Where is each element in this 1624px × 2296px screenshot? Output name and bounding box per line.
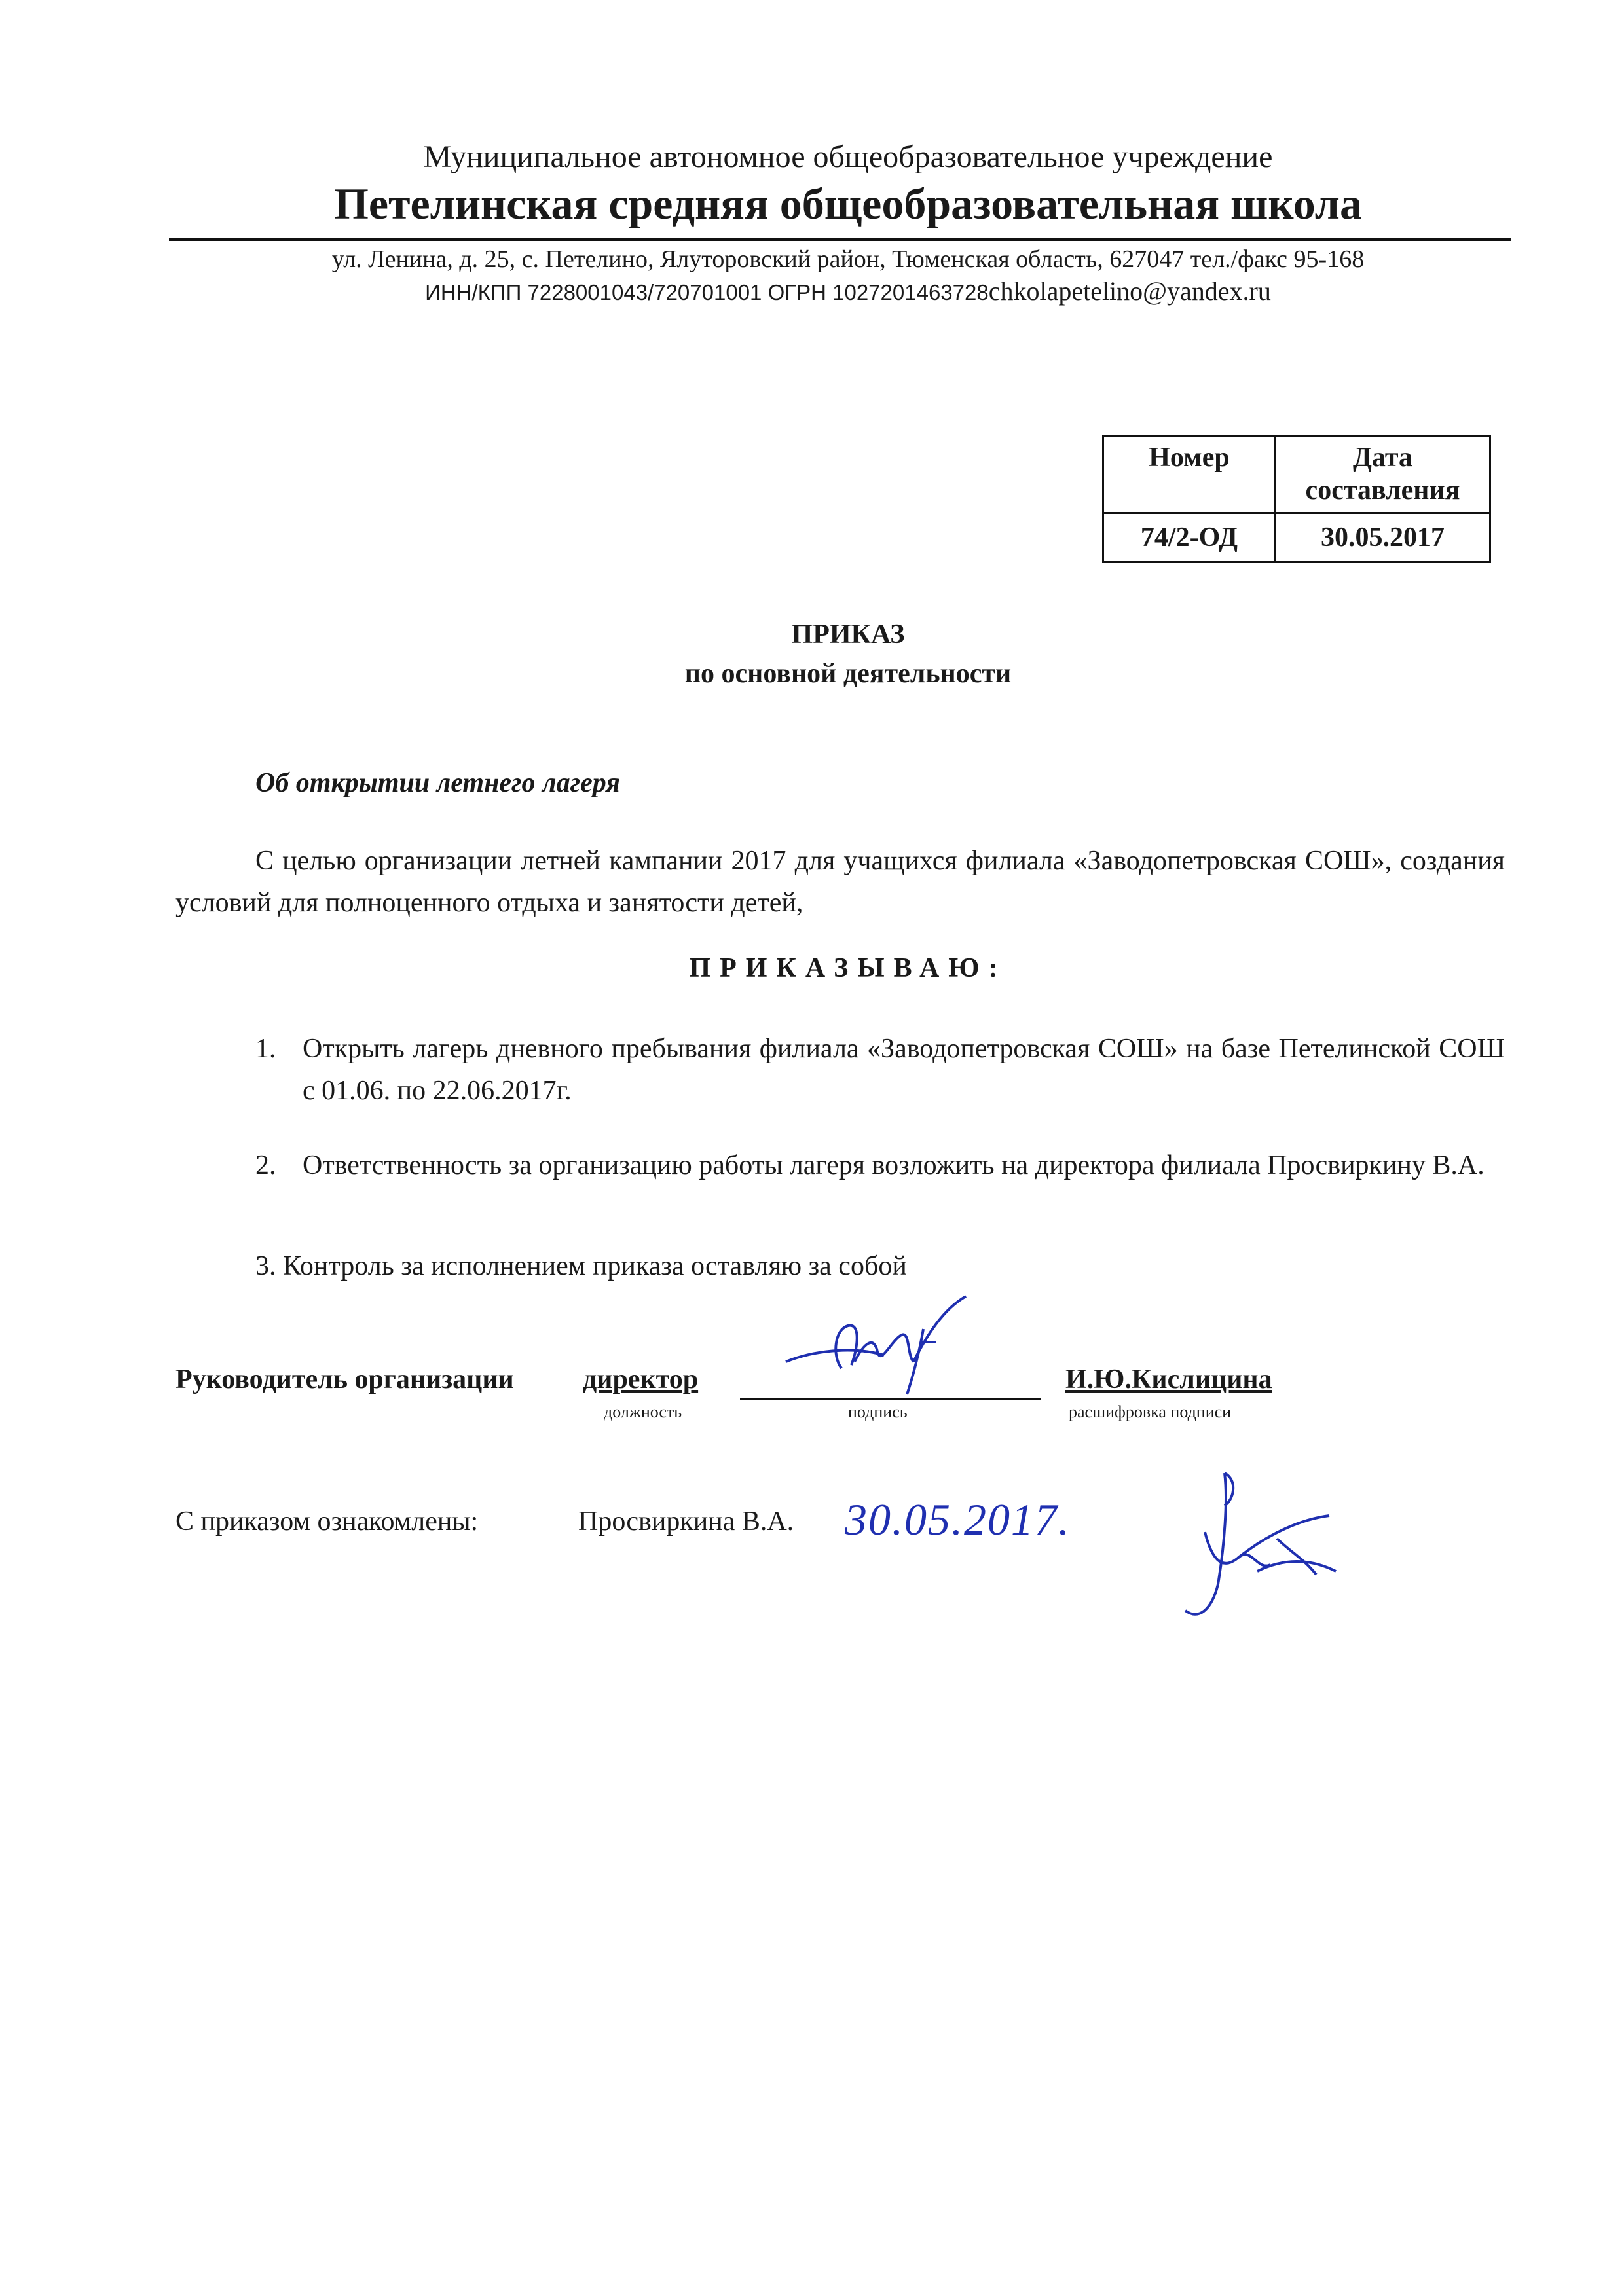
school-requisites: [0, 276, 1624, 306]
signature-label: Руководитель организации: [175, 1364, 514, 1394]
caption-position: должность: [604, 1402, 682, 1421]
caption-decode: расшифровка подписи: [1069, 1402, 1232, 1421]
signature-position: директор: [583, 1364, 699, 1394]
order-number: 74/2-ОД: [1103, 513, 1276, 562]
order-number-table: [1102, 435, 1491, 563]
acknowledgement-label: С приказом ознакомлены:: [175, 1506, 479, 1537]
item-text: Ответственность за организацию работы лагеря возложить на директора филиала Просвиркину В.А.: [303, 1150, 1485, 1180]
handwritten-date: 30.05.2017.: [845, 1495, 1071, 1544]
item-number: 2.: [255, 1150, 276, 1180]
preamble-paragraph: С целью организации летней кампании 2017 для учащихся филиала «Заводопетровская СОШ», создания условий для полноценного отдыха и занятости детей,: [175, 846, 1505, 918]
org-type: Муниципальное автономное общеобразовательное учреждение: [423, 139, 1273, 174]
item-number: 3.: [255, 1251, 276, 1281]
order-item: [255, 1028, 1505, 1112]
acknowledgement-name: Просвиркина В.А.: [578, 1506, 794, 1537]
order-date: 30.05.2017: [1276, 513, 1490, 562]
document-subtitle: по основной деятельности: [684, 659, 1012, 689]
order-item: [255, 1250, 907, 1282]
school-address: ул. Ленина, д. 25, с. Петелино, Ялуторовский район, Тюменская область, 627047 тел./факс 95-168: [331, 246, 1365, 273]
item-number: 1.: [255, 1034, 276, 1064]
item-text: Открыть лагерь дневного пребывания филиала «Заводопетровская СОШ» на базе Петелинской СОШ с 01.06. по 22.06.2017г.: [303, 1034, 1505, 1106]
employee-signature: [1159, 1460, 1369, 1624]
order-item: [255, 1144, 1505, 1186]
school-email: chkolapetelino@yandex.ru: [988, 276, 1271, 306]
order-heading: ПРИКАЗЫВАЮ:: [689, 953, 1007, 983]
number-label: Номер: [1103, 437, 1276, 513]
item-text: Контроль за исполнением приказа оставляю за собой: [283, 1251, 907, 1281]
document-title: ПРИКАЗ: [791, 619, 905, 649]
date-label: Дата составления: [1276, 437, 1490, 513]
caption-signature: подпись: [848, 1402, 908, 1421]
signature-name: И.Ю.Кислицина: [1065, 1364, 1272, 1394]
header-divider: [169, 238, 1511, 241]
school-name: Петелинская средняя общеобразовательная школа: [334, 179, 1362, 228]
requisites-ids: ИНН/КПП 7228001043/720701001 ОГРН 1027201463728: [425, 280, 989, 304]
director-signature: [779, 1290, 989, 1401]
order-subject: Об открытии летнего лагеря: [255, 768, 620, 798]
